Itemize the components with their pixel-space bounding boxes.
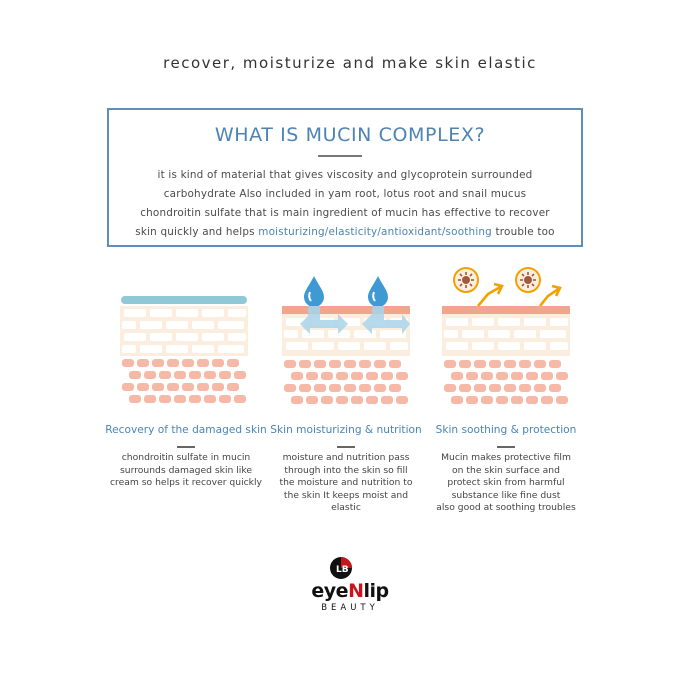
germ-icon — [516, 268, 540, 292]
info-box-title: WHAT IS MUCIN COMPLEX? — [214, 124, 486, 146]
info-line-4-prefix: skin quickly and helps — [135, 226, 255, 238]
feature-text-line: through into the skin so fill — [284, 464, 408, 476]
feature-text-line: surrounds damaged skin like — [119, 464, 253, 476]
skin-layer-icon — [442, 264, 570, 412]
feature-divider-moisturizing — [337, 446, 355, 448]
feature-text-line: the moisture and nutrition to — [279, 477, 413, 489]
feature-divider-protection — [497, 446, 515, 448]
feature-text-line: substance like fine dust — [451, 489, 561, 501]
feature-text-moisturizing — [266, 452, 426, 515]
info-line-1: it is kind of material that gives viscosity and glycoprotein surrounded — [157, 169, 533, 181]
feature-divider-recovery — [177, 446, 195, 448]
logo-word-end: lip — [363, 580, 389, 602]
skin-layer-icon — [120, 296, 248, 412]
skin-protection-illustration — [442, 264, 570, 412]
feature-text-line: on the skin surface and — [452, 464, 560, 476]
feature-text-line: cream so helps it recover quickly — [109, 477, 262, 489]
germ-icon — [454, 268, 478, 292]
info-line-3: chondroitin sulfate that is main ingredient of mucin has effective to recover — [140, 207, 550, 219]
logo-wordmark — [300, 580, 400, 602]
feature-text-line: moisture and nutrition pass — [282, 452, 410, 463]
logo-word-start: eye — [311, 580, 349, 602]
skin-layer-icon — [282, 272, 410, 412]
svg-text:LB: LB — [336, 565, 349, 575]
feature-title-recovery: Recovery of the damaged skin — [105, 424, 267, 436]
feature-text-line: chondroitin sulfate in mucin — [121, 452, 251, 463]
water-drop-icon — [368, 276, 388, 307]
info-line-4-suffix: trouble too — [495, 226, 555, 238]
skin-recovery-illustration — [120, 296, 248, 412]
info-line-4-highlight: moisturizing/elasticity/antioxidant/soothing — [258, 226, 492, 238]
feature-text-recovery — [106, 452, 266, 490]
feature-text-line: elastic — [331, 502, 361, 514]
feature-text-line: Mucin makes protective film — [441, 452, 571, 463]
feature-title-moisturizing: Skin moisturizing & nutrition — [270, 424, 422, 436]
feature-text-line: protect skin from harmful — [447, 477, 565, 489]
feature-text-line: also good at soothing troubles — [436, 502, 576, 514]
brand-logo — [300, 556, 400, 622]
info-line-2: carbohydrate Also included in yam root, lotus root and snail mucus — [163, 188, 527, 200]
logo-subtitle: BEAUTY — [321, 603, 379, 613]
info-box-divider — [318, 155, 362, 157]
logo-word-n: N — [348, 580, 364, 602]
info-line-4 — [110, 222, 580, 242]
feature-text-protection — [426, 452, 586, 515]
logo-badge-icon — [300, 556, 400, 582]
feature-title-protection: Skin soothing & protection — [435, 424, 577, 436]
tagline: recover, moisturize and make skin elastic — [163, 54, 537, 72]
water-drop-icon — [304, 276, 324, 307]
skin-moisturizing-illustration — [282, 272, 410, 412]
feature-text-line: the skin It keeps moist and — [283, 489, 409, 501]
